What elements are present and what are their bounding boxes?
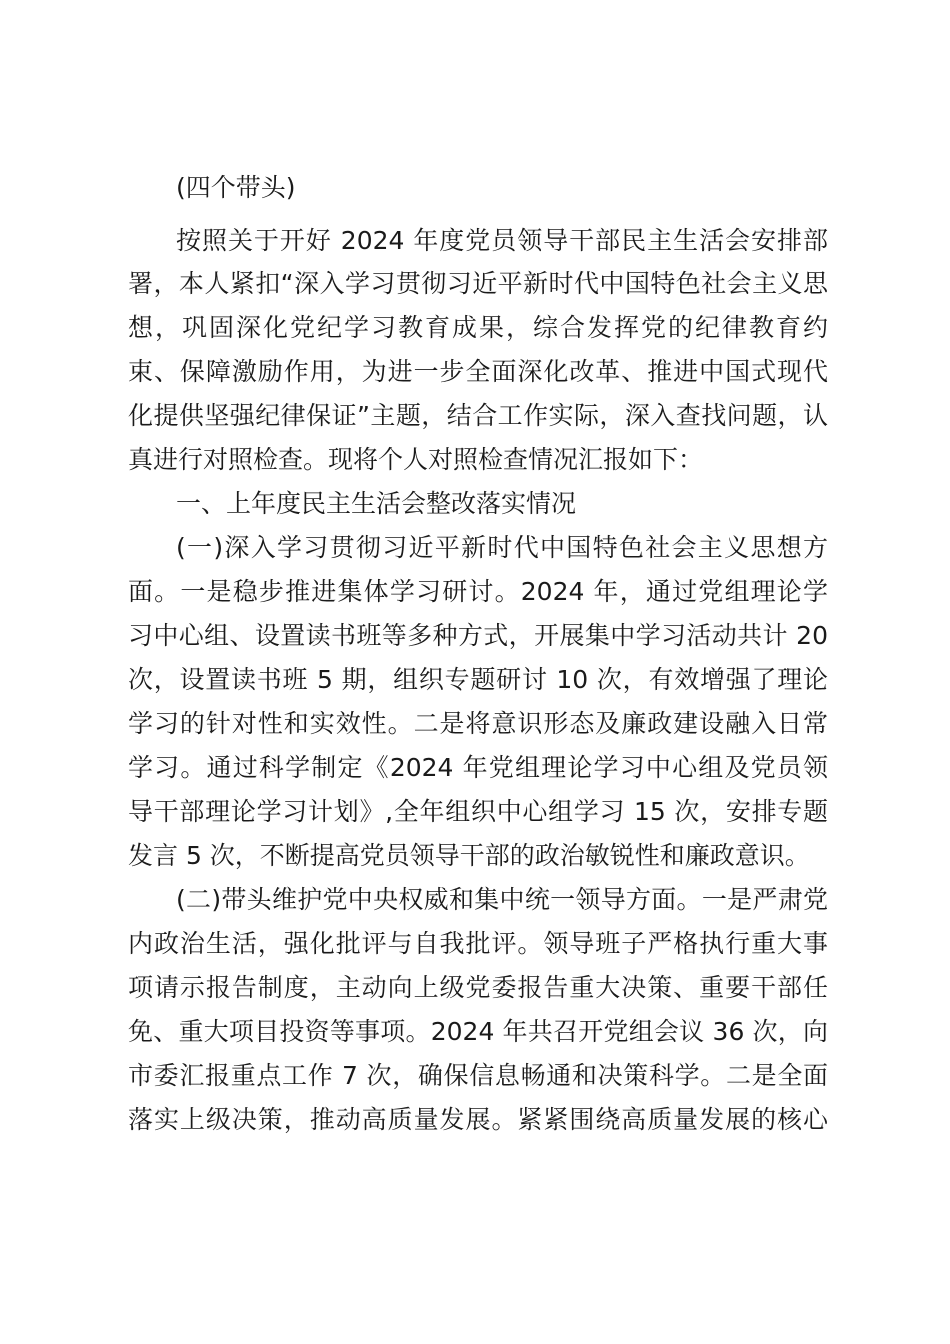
paragraph-line: 次，设置读书班 5 期，组织专题研讨 10 次，有效增强了理论 bbox=[128, 665, 828, 694]
document-subtitle: (四个带头) bbox=[176, 173, 296, 202]
paragraph-line: 市委汇报重点工作 7 次，确保信息畅通和决策科学。二是全面 bbox=[128, 1061, 828, 1090]
paragraph-line: (二)带头维护党中央权威和集中统一领导方面。一是严肃党 bbox=[176, 885, 828, 914]
paragraph-line: (一)深入学习贯彻习近平新时代中国特色社会主义思想方 bbox=[176, 533, 828, 562]
paragraph-line: 学习的针对性和实效性。二是将意识形态及廉政建设融入日常 bbox=[128, 709, 828, 738]
section-heading: 一、上年度民主生活会整改落实情况 bbox=[176, 489, 577, 518]
paragraph-line: 项请示报告制度，主动向上级党委报告重大决策、重要干部任 bbox=[128, 973, 828, 1002]
paragraph-line: 发言 5 次，不断提高党员领导干部的政治敏锐性和廉政意识。 bbox=[128, 841, 810, 870]
paragraph-line: 化提供坚强纪律保证”主题，结合工作实际，深入查找问题，认 bbox=[128, 401, 828, 430]
paragraph-line: 按照关于开好 2024 年度党员领导干部民主生活会安排部 bbox=[176, 226, 828, 255]
paragraph-line: 内政治生活，强化批评与自我批评。领导班子严格执行重大事 bbox=[128, 929, 828, 958]
paragraph-line: 导干部理论学习计划》,全年组织中心组学习 15 次，安排专题 bbox=[128, 797, 828, 826]
paragraph-line: 想，巩固深化党纪学习教育成果，综合发挥党的纪律教育约 bbox=[128, 313, 828, 342]
paragraph-line: 习中心组、设置读书班等多种方式，开展集中学习活动共计 20 bbox=[128, 621, 828, 650]
paragraph-line: 免、重大项目投资等事项。2024 年共召开党组会议 36 次，向 bbox=[128, 1017, 828, 1046]
paragraph-line: 面。一是稳步推进集体学习研讨。2024 年，通过党组理论学 bbox=[128, 577, 828, 606]
paragraph-line: 真进行对照检查。现将个人对照检查情况汇报如下： bbox=[128, 445, 704, 474]
paragraph-line: 署，本人紧扣“深入学习贯彻习近平新时代中国特色社会主义思 bbox=[128, 269, 828, 298]
paragraph-line: 落实上级决策，推动高质量发展。紧紧围绕高质量发展的核心 bbox=[128, 1105, 828, 1134]
paragraph-line: 学习。通过科学制定《2024 年党组理论学习中心组及党员领 bbox=[128, 753, 828, 782]
paragraph-line: 束、保障激励作用，为进一步全面深化改革、推进中国式现代 bbox=[128, 357, 828, 386]
